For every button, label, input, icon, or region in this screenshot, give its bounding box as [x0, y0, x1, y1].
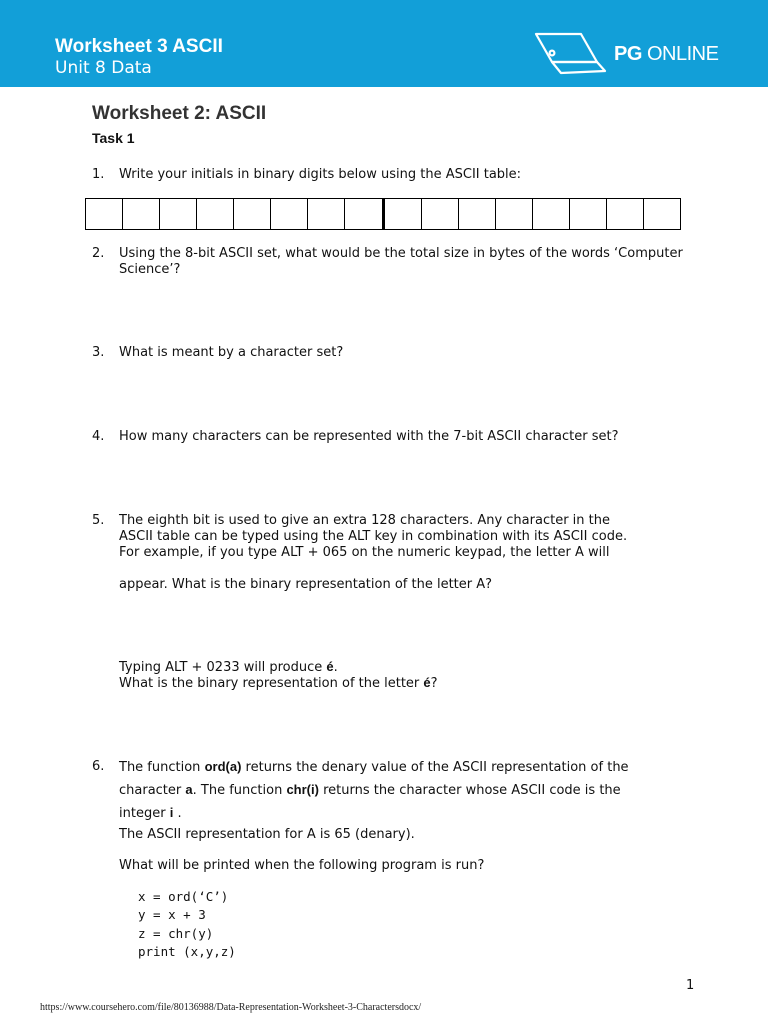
question-text: ASCII table can be typed using the ALT key in combination with its ASCII code. — [119, 529, 628, 544]
question-text: What is the binary representation of the letter é? — [119, 675, 438, 691]
laptop-icon — [531, 31, 609, 77]
question-text: integer i . — [119, 805, 182, 821]
page-number: 1 — [686, 978, 695, 993]
binary-answer-grid[interactable] — [85, 198, 681, 230]
question-2 — [92, 246, 692, 278]
code-line: x = ord(‘C’) — [138, 889, 229, 904]
code-line: z = chr(y) — [138, 926, 214, 941]
question-text: For example, if you type ALT + 065 on the numeric keypad, the letter A will — [119, 545, 610, 560]
question-text: Write your initials in binary digits below using the ASCII table: — [119, 167, 522, 182]
question-text: character a. The function chr(i) returns the character whose ASCII code is the — [119, 782, 621, 798]
binary-digit-cell[interactable] — [533, 199, 570, 229]
binary-digit-cell[interactable] — [385, 199, 422, 229]
question-text: The function ord(a) returns the denary value of the ASCII representation of the — [119, 759, 629, 775]
binary-digit-cell[interactable] — [160, 199, 197, 229]
code-line: print (x,y,z) — [138, 944, 236, 959]
question-number: 4. — [92, 429, 105, 444]
code-line: y = x + 3 — [138, 907, 206, 922]
binary-digit-cell[interactable] — [496, 199, 533, 229]
question-number: 6. — [92, 759, 105, 774]
question-text: appear. What is the binary representation of the letter A? — [119, 577, 493, 592]
header-title: Worksheet 3 ASCII — [55, 36, 223, 57]
binary-digit-cell[interactable] — [271, 199, 308, 229]
binary-digit-cell[interactable] — [644, 199, 680, 229]
question-text: Using the 8-bit ASCII set, what would be the total size in bytes of the words ‘Computer Science’? — [119, 246, 683, 277]
footer-url: https://www.coursehero.com/file/80136988/Data-Representation-Worksheet-3-Charactersdocx/ — [40, 1002, 422, 1013]
binary-digit-cell[interactable] — [607, 199, 644, 229]
question-number: 2. — [92, 246, 105, 261]
page-header — [0, 0, 768, 87]
question-text: The eighth bit is used to give an extra 128 characters. Any character in the — [119, 513, 610, 528]
binary-digit-cell[interactable] — [345, 199, 384, 229]
binary-digit-cell[interactable] — [234, 199, 271, 229]
binary-digit-cell[interactable] — [123, 199, 160, 229]
question-text: Typing ALT + 0233 will produce é. — [119, 659, 338, 675]
question-6 — [92, 759, 692, 776]
task-heading: Task 1 — [92, 130, 135, 146]
question-3 — [92, 345, 692, 361]
question-4 — [92, 429, 692, 445]
worksheet-title: Worksheet 2: ASCII — [92, 103, 267, 124]
question-number: 3. — [92, 345, 105, 360]
question-1 — [92, 167, 692, 183]
binary-digit-cell[interactable] — [86, 199, 123, 229]
pg-online-logo: PG ONLINE — [614, 43, 719, 65]
question-text: What will be printed when the following program is run? — [119, 858, 485, 873]
question-text: What is meant by a character set? — [119, 345, 344, 360]
binary-digit-cell[interactable] — [422, 199, 459, 229]
binary-digit-cell[interactable] — [459, 199, 496, 229]
question-number: 5. — [92, 513, 105, 528]
binary-digit-cell[interactable] — [570, 199, 607, 229]
question-text: How many characters can be represented with the 7-bit ASCII character set? — [119, 429, 619, 444]
header-subtitle: Unit 8 Data — [55, 58, 152, 78]
binary-digit-cell[interactable] — [308, 199, 345, 229]
binary-digit-cell[interactable] — [197, 199, 234, 229]
question-number: 1. — [92, 167, 105, 182]
question-text: The ASCII representation for A is 65 (denary). — [119, 827, 415, 842]
question-5 — [92, 513, 692, 561]
